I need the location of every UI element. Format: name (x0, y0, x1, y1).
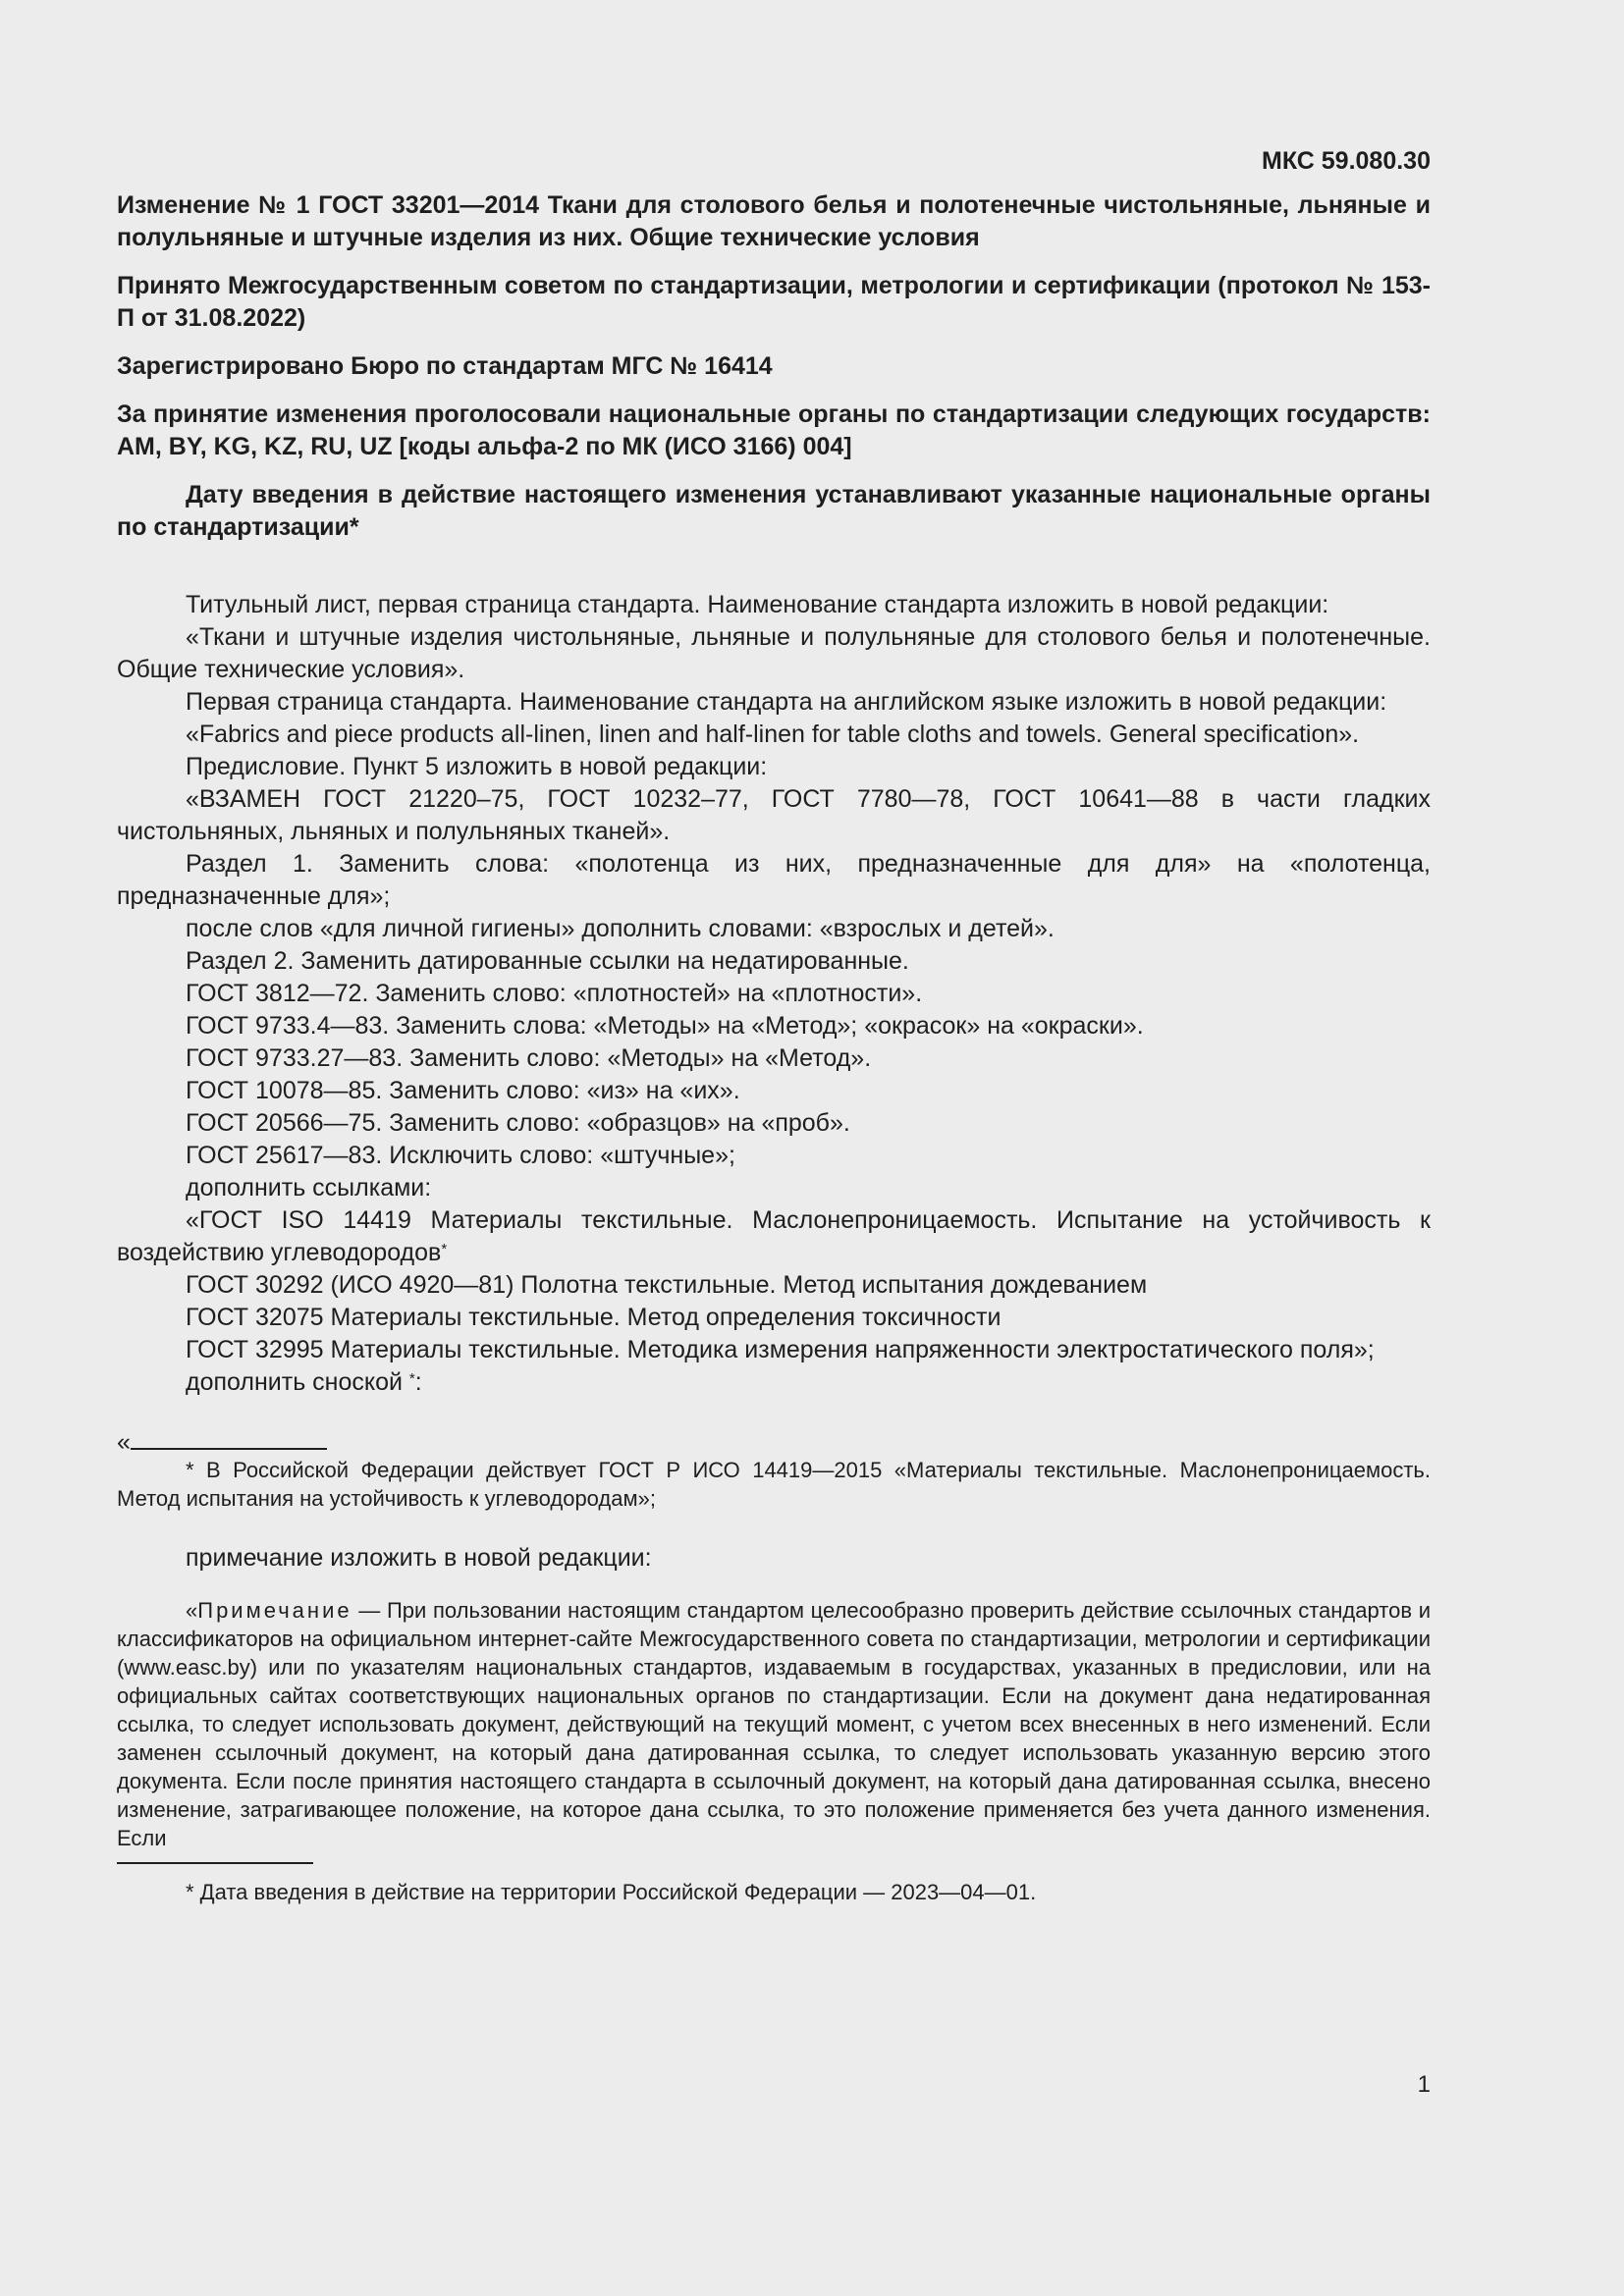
body-paragraph: ГОСТ 10078—85. Заменить слово: «из» на «их». (186, 1077, 740, 1104)
date-introduction: Дату введения в действие настоящего изменения устанавливают указанные национальные органы по стандартизации* (117, 481, 1431, 541)
body-paragraph: после слов «для личной гигиены» дополнить словами: «взрослых и детей». (186, 915, 1055, 942)
page-footnote: * Дата введения в действие на территории Российской Федерации — 2023—04—01. (186, 1880, 1037, 1904)
document-content (117, 145, 1431, 1906)
iso-reference-text: «ГОСТ ISO 14419 Материалы текстильные. Маслонепроницаемость. Испытание на устойчивость к воздействию углеводородов (117, 1206, 1431, 1266)
note-label: Примечание (197, 1598, 352, 1623)
voted-statement: За принятие изменения проголосовали национальные органы по стандартизации следующих государств: AM, BY, KG, KZ, RU, UZ [коды альфа-2 по МК (ИСО 3166) 004] (117, 400, 1431, 460)
iso-reference (117, 1204, 1431, 1269)
body-paragraph: ГОСТ 25617—83. Исключить слово: «штучные»; (186, 1142, 735, 1169)
amendment-body (117, 589, 1431, 1399)
footnote-rule (131, 1448, 327, 1450)
body-paragraph: «ВЗАМЕН ГОСТ 21220–75, ГОСТ 10232–77, ГОСТ 7780—78, ГОСТ 10641—88 в части гладких чистольняных, льняных и полульняных тканей». (117, 785, 1431, 845)
registered-statement: Зарегистрировано Бюро по стандартам МГС № 16414 (117, 352, 773, 380)
body-paragraph: Раздел 1. Заменить слова: «полотенца из них, предназначенные для для» на «полотенца, предназначенные для»; (117, 850, 1431, 910)
body-paragraph: ГОСТ 3812—72. Заменить слово: «плотностей» на «плотности». (186, 980, 923, 1007)
body-paragraph: ГОСТ 32995 Материалы текстильные. Методика измерения напряженности электростатического поля»; (186, 1336, 1375, 1363)
footnote-open: « (117, 1428, 1431, 1456)
mks-code: МКС 59.080.30 (1262, 147, 1431, 175)
accepted-statement: Принято Межгосударственным советом по стандартизации, метрологии и сертификации (протокол № 153-П от 31.08.2022) (117, 272, 1431, 332)
body-paragraph: Титульный лист, первая страница стандарта. Наименование стандарта изложить в новой редакции: (186, 591, 1329, 618)
body-paragraph: Первая страница стандарта. Наименование стандарта на английском языке изложить в новой редакции: (186, 688, 1387, 716)
body-paragraph: Раздел 2. Заменить датированные ссылки на недатированные. (186, 947, 909, 975)
page-footnote-rule (117, 1862, 313, 1864)
body-paragraph: ГОСТ 9733.4—83. Заменить слова: «Методы» на «Метод»; «окрасок» на «окраски». (186, 1012, 1144, 1040)
page-number: 1 (1417, 2071, 1431, 2098)
body-paragraph: дополнить ссылками: (186, 1174, 432, 1201)
footnote-mark: * (441, 1241, 448, 1257)
inserted-footnote: * В Российской Федерации действует ГОСТ Р ИСО 14419—2015 «Материалы текстильные. Маслонепроницаемость. Метод испытания на устойчивость к углеводородам»; (117, 1458, 1431, 1511)
body-paragraph: «Ткани и штучные изделия чистольняные, льняные и полульняные для столового белья и полотенечные. Общие технические условия». (117, 623, 1431, 683)
body-paragraph: Предисловие. Пункт 5 изложить в новой редакции: (186, 753, 768, 780)
body-paragraph: ГОСТ 20566—75. Заменить слово: «образцов» на «проб». (186, 1109, 850, 1137)
body-paragraph: ГОСТ 9733.27—83. Заменить слово: «Методы» на «Метод». (186, 1044, 872, 1072)
footnote-mark: * (408, 1370, 415, 1387)
note-text: — При пользовании настоящим стандартом целесообразно проверить действие ссылочных стандартов и классификаторов на официальном интернет-сайте Межгосударственного совета по стандартизации, метрологии и сертификации (www.easc.by) или по указателям национальных стандартов, издаваемым в государствах, указанных в предисловии, или на официальных сайтах соответствующих национальных органов по стандартизации. Если на документ дана недатированная ссылка, то следует использовать документ, действующий на текущий момент, с учетом всех внесенных в него изменений. Если заменен ссылочный документ, на который дана датированная ссылка, то следует использовать указанную версию этого документа. Если после принятия настоящего стандарта в ссылочный документ, на который дана датированная ссылка, внесено изменение, затрагивающее положение, на которое дана ссылка, то это положение применяется без учета данного изменения. Если (117, 1598, 1431, 1850)
body-paragraph: «Fabrics and piece products all-linen, linen and half-linen for table cloths and towels. General specification». (186, 721, 1360, 748)
body-paragraph: ГОСТ 30292 (ИСО 4920—81) Полотна текстильные. Метод испытания дождеванием (186, 1271, 1148, 1299)
note-intro: примечание изложить в новой редакции: (186, 1544, 652, 1572)
amendment-title: Изменение № 1 ГОСТ 33201—2014 Ткани для столового белья и полотенечные чистольняные, льняные и полульняные и штучные изделия из них. Общие технические условия (117, 191, 1431, 251)
note-paragraph: «Примечание — При пользовании настоящим стандартом целесообразно проверить действие ссылочных стандартов и классификаторов на официальном интернет-сайте Межгосударственного совета по стандартизации, метрологии и сертификации (www.easc.by) или по указателям национальных стандартов, издаваемым в государствах, указанных в предисловии, или на официальных сайтах соответствующих национальных органов по стандартизации. Если на документ дана недатированная ссылка, то следует использовать документ, действующий на текущий момент, с учетом всех внесенных в него изменений. Если заменен ссылочный документ, на который дана датированная ссылка, то следует использовать указанную версию этого документа. Если после принятия настоящего стандарта в ссылочный документ, на который дана датированная ссылка, внесено изменение, затрагивающее положение, на которое дана ссылка, то это положение применяется без учета данного изменения. Если (117, 1598, 1431, 1850)
add-footnote-line: дополнить сноской *: (186, 1368, 422, 1396)
body-paragraph: ГОСТ 32075 Материалы текстильные. Метод определения токсичности (186, 1304, 1001, 1331)
